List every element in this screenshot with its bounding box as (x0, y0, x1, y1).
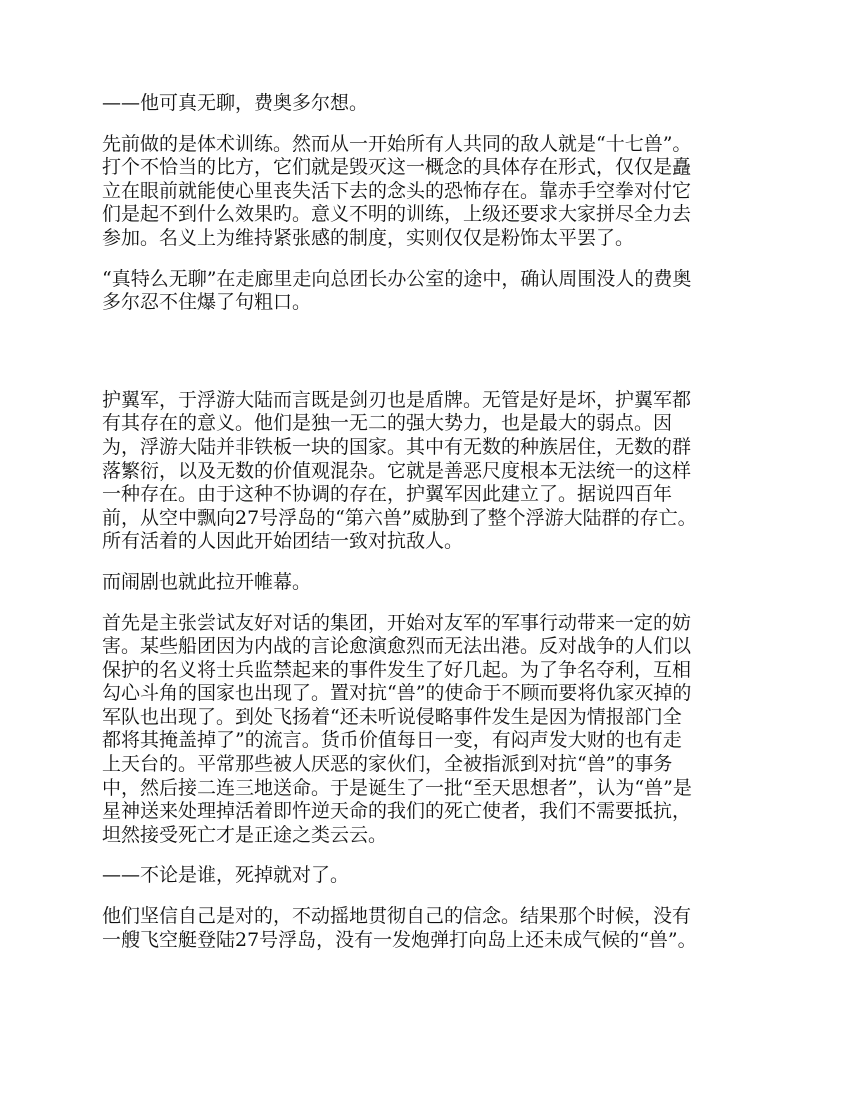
paragraph-gap (102, 251, 748, 268)
paragraph-2: 先前做的是体术训练。然而从一开始所有人共同的敌人就是“十七兽”。 打个不恰当的比方，它们就是毁灭这一概念的具体存在形式，仅仅是矗 立在眼前就能使心里丧失活下去的念头的恐怖存在。靠赤手空拳对付它 们是起不到什么效果旳。意义不明的训练，上级还要求大家拼尽全力去 参加。名义上为维持紧张感的制度，实则仅仅是粉饰太平罢了。 (102, 132, 692, 249)
document-page (102, 92, 748, 952)
paragraph-7: ——不论是谁，死掉就对了。 (102, 864, 350, 887)
paragraph-gap (102, 888, 748, 905)
paragraph-3: “真特么无聊”在走廊里走向总团长办公室的途中，确认周围没人的费奥 多尔忍不住爆了句粗口。 (102, 267, 692, 314)
paragraph-6: 首先是主张尝试友好对话的集团，开始对友军的军事行动带来一定的妨 害。某些船团因为内战的言论愈演愈烈而无法出港。反对战争的人们以 保护的名义将士兵监禁起来的事件发生了好几起。为了争名夺利，互相 勾心斗角的国家也出现了。置对抗“兽”的使命于不顾而要将仇家灭掉的 军队也出现了。到处飞扬着“还未听说侵略事件发生是因为情报部门全 都将其掩盖掉了”的流言。货币价值每日一变，有闷声发大财的也有走 上天台的。平常那些被人厌恶的家伙们，全被指派到对抗“兽”的事务 中，然后接二连三地送命。于是诞生了一批“至天思想者”，认为“兽”是 星神送来处理掉活着即忤逆天命的我们的死亡使者，我们不需要抵抗， 坦然接受死亡才是正途之类云云。 (102, 611, 692, 846)
paragraph-8: 他们坚信自己是对的，不动摇地贯彻自己的信念。结果那个时候，没有 一艘飞空艇登陆27号浮岛，没有一发炮弹打向岛上还未成气候的“兽”。 (102, 905, 697, 951)
paragraph-4: 护翼军，于浮游大陆而言既是剑刃也是盾牌。无管是好是坏，护翼军都 有其存在的意义。他们是独一无二的强大势力，也是最大的弱点。因 为，浮游大陆并非铁板一块的国家。其中有无数的种族居住，无数的群 落繁衍，以及无数的价值观混杂。它就是善恶尺度根本无法统一的这样 一种存在。由于这种不协调的存在，护翼军因此建立了。据说四百年 前，从空中飘向27号浮岛的“第六兽”威胁到了整个浮游大陆群的存亡。 所有活着的人因此开始团结一致对抗敌人。 (102, 388, 697, 553)
paragraph-gap (102, 554, 748, 571)
paragraph-gap (102, 847, 748, 864)
paragraph-1: ——他可真无聊，费奥多尔想。 (102, 92, 369, 114)
paragraph-gap (102, 116, 748, 133)
paragraph-gap (102, 595, 748, 612)
section-break (102, 315, 748, 389)
paragraph-5: 而闹剧也就此拉开帷幕。 (102, 570, 312, 593)
